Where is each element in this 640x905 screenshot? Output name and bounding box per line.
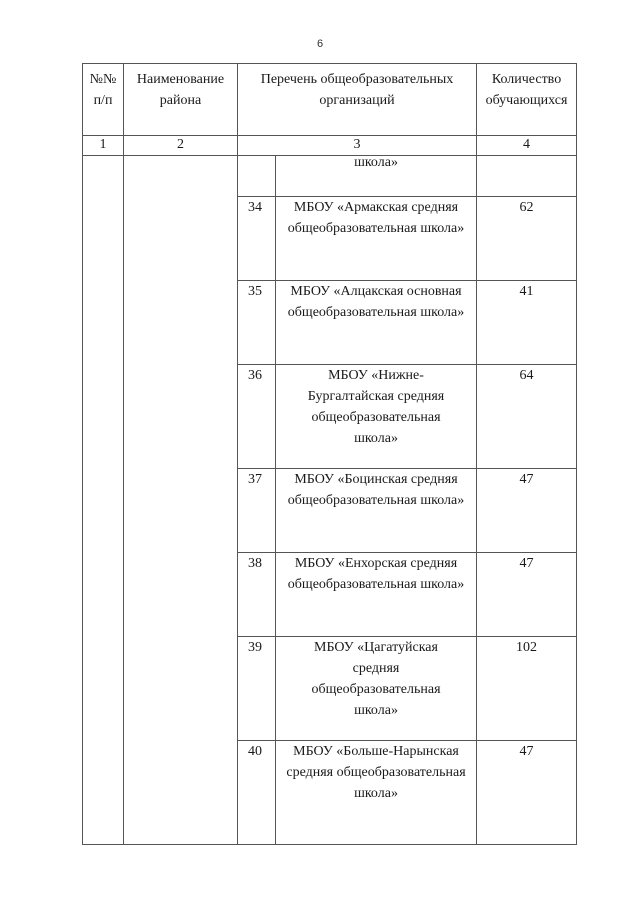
school-name: МБОУ «Енхорская средняя общеобразовательная школа» [276,553,477,637]
district-column-cell [124,156,238,845]
row-number: 37 [238,469,276,553]
page-number: 6 [316,38,324,50]
school-name: МБОУ «Нижне-Бургалтайская средняя общеобразовательная школа» [276,365,477,469]
continuation-row [83,156,577,197]
row-number: 39 [238,637,276,741]
number-column-cell [83,156,124,845]
column-index-row [83,136,577,156]
row-number: 34 [238,197,276,281]
index-cell: 4 [477,136,577,156]
student-count: 47 [477,741,577,845]
school-name: МБОУ «Алцакская основная общеобразовательная школа» [276,281,477,365]
student-count: 47 [477,553,577,637]
index-cell: 1 [83,136,124,156]
empty-cell [477,156,577,197]
student-count: 64 [477,365,577,469]
schools-table [82,63,577,845]
continuation-text: школа» [276,156,477,197]
student-count: 102 [477,637,577,741]
row-number: 36 [238,365,276,469]
student-count: 47 [477,469,577,553]
empty-cell [238,156,276,197]
school-name: МБОУ «Боцинская средняя общеобразовательная школа» [276,469,477,553]
header-students: Количество обучающихся [477,64,577,136]
school-name: МБОУ «Цагатуйская средняя общеобразовательная школа» [276,637,477,741]
index-cell: 3 [238,136,477,156]
header-number: №№ п/п [83,64,124,136]
student-count: 41 [477,281,577,365]
header-organizations: Перечень общеобразовательных организаций [238,64,477,136]
student-count: 62 [477,197,577,281]
index-cell: 2 [124,136,238,156]
school-name: МБОУ «Армакская средняя общеобразовательная школа» [276,197,477,281]
row-number: 38 [238,553,276,637]
row-number: 40 [238,741,276,845]
header-district: Наименование района [124,64,238,136]
table-header-row [83,64,577,136]
row-number: 35 [238,281,276,365]
school-name: МБОУ «Больше-Нарынская средняя общеобразовательная школа» [276,741,477,845]
